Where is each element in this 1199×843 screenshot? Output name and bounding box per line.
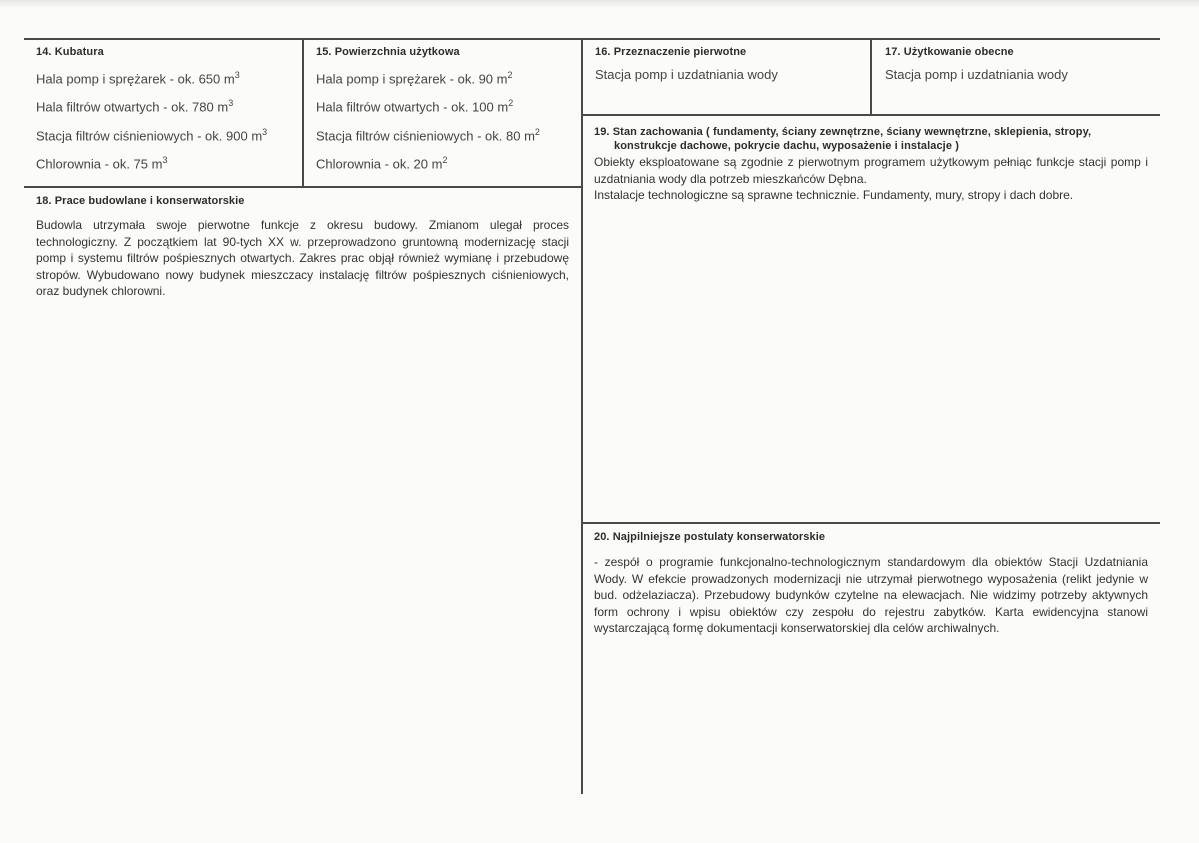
divider-16-19 — [582, 114, 1160, 116]
area-item: Hala filtrów otwartych - ok. 100 $m^2$ — [316, 98, 514, 115]
section-kubatura — [36, 45, 296, 176]
condition-paragraph: Obiekty eksploatowane są zgodnie z pierwotnym programem użytkowym pełniąc funkcje stacji pomp i uzdatniania wody dla potrzeb mieszkańców Dębna. — [594, 155, 1148, 186]
section-title-continued: konstrukcje dachowe, pokrycie dachu, wyposażenie i instalacje ) — [614, 140, 959, 152]
section-powierzchnia — [316, 45, 578, 176]
section-title: 16. Przeznaczenie pierwotne — [595, 46, 747, 58]
section-title: 18. Prace budowlane i konserwatorskie — [36, 195, 245, 207]
volume-item: Hala filtrów otwartych - ok. 780 $m^3$ — [36, 98, 234, 115]
divider-14-15 — [302, 38, 304, 188]
page-edge-shadow — [0, 0, 1199, 8]
area-item: Hala pomp i sprężarek - ok. 90 $m^2$ — [316, 70, 513, 87]
section-przeznaczenie — [595, 45, 865, 87]
divider-15-18 — [24, 186, 582, 188]
center-divider — [581, 38, 583, 794]
area-item: Chlorownia - ok. 20 $m^2$ — [316, 154, 448, 172]
section-stan — [594, 125, 1148, 204]
conservation-postulates-text: - zespół o programie funkcjonalno-technologicznym standardowym dla obiektów Stacji Uzdatniania Wody. W efekcie prowadzonych modernizacji nie utrzymał pierwotnego wyposażenia (relikt jedynie w bud. odżelaziacza). Przebudowy budynków czytelne na elewacjach. Nie widzimy potrzeby aktywnych form ochrony i wpisu obiektów czy zespołu do rejestru zabytków. Karta ewidencyjna stanowi wystarczającą formę dokumentacji konserwatorskiej dla celów archiwalnych. — [594, 555, 1148, 635]
volume-item: Chlorownia - ok. 75 $m^3$ — [36, 154, 168, 172]
area-item: Stacja filtrów ciśnieniowych - ok. 80 $m^2$ — [316, 126, 540, 143]
section-title: 15. Powierzchnia użytkowa — [316, 46, 460, 58]
divider-19-20 — [582, 522, 1160, 524]
record-card-form — [24, 38, 1160, 794]
section-prace — [36, 194, 569, 300]
section-title: 17. Użytkowanie obecne — [885, 46, 1014, 58]
volume-item: Hala pomp i sprężarek - ok. 650 $m^3$ — [36, 70, 240, 87]
divider-16-17 — [870, 38, 872, 115]
section-uzytkowanie — [885, 45, 1155, 87]
condition-paragraph: Instalacje technologiczne są sprawne technicznie. Fundamenty, mury, stropy i dach dobre. — [594, 188, 1074, 202]
section-title: 20. Najpilniejsze postulaty konserwatorskie — [594, 531, 826, 543]
section-title: 19. Stan zachowania ( fundamenty, ściany zewnętrzne, ściany wewnętrzne, sklepienia, stropy, — [594, 126, 1092, 138]
construction-works-text: Budowla utrzymała swoje pierwotne funkcje z okresu budowy. Zmianom ulegał proces technologiczny. Z początkiem lat 90-tych XX w. przeprowadzono gruntowną modernizację stacji pomp i systemu filtrów pośpiesznych otwartych. Zakres prac objął również wymianę i przebudowę stropów. Wybudowano nowy budynek mieszczacy instalację filtrów pośpiesznych ciśnieniowych, oraz budynek chlorowni. — [36, 218, 569, 298]
top-border — [24, 38, 1160, 40]
section-postulaty — [594, 530, 1148, 637]
volume-item: Stacja filtrów ciśnieniowych - ok. 900 $m^3$ — [36, 126, 268, 143]
original-purpose-value: Stacja pomp i uzdatniania wody — [595, 67, 778, 82]
current-use-value: Stacja pomp i uzdatniania wody — [885, 67, 1068, 82]
section-title: 14. Kubatura — [36, 46, 104, 58]
